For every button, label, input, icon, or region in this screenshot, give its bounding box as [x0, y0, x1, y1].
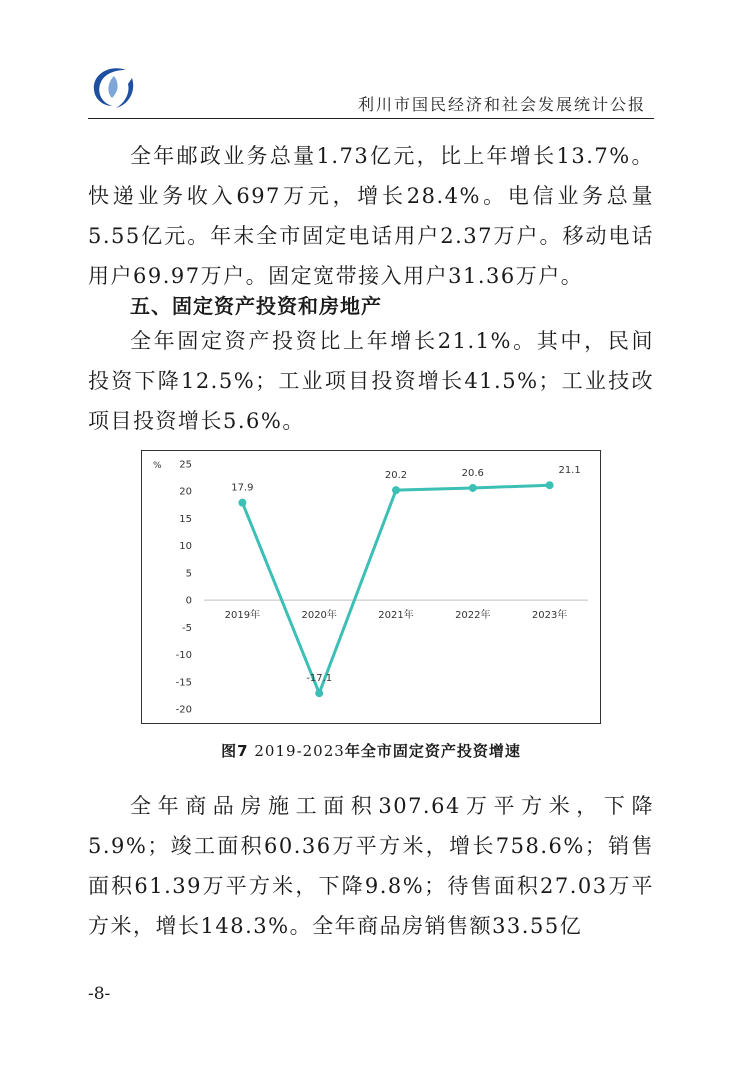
figure-year-range: 2019-2023: [254, 742, 345, 760]
data-point: [546, 481, 554, 489]
data-label: 20.6: [461, 467, 484, 479]
y-tick-label: 0: [185, 595, 192, 607]
paragraph-postal-telecom: 全年邮政业务总量1.73亿元，比上年增长13.7%。快递业务收入697万元，增长28.4%。电信业务总量5.55亿元。年末全市固定电话用户2.37万户。移动电话用户69.97万户。固定宽带接入用户31.36万户。: [88, 144, 654, 288]
data-label: 20.2: [384, 470, 408, 482]
statistics-bureau-logo-icon: [88, 62, 138, 112]
investment-growth-chart: [141, 450, 601, 724]
section-heading: 五、固定资产投资和房地产: [130, 294, 382, 318]
data-label: 17.9: [231, 482, 254, 494]
figure-caption: [0, 740, 742, 761]
y-tick-label: 25: [179, 459, 192, 471]
page-number: -8-: [88, 984, 111, 1004]
x-tick-label: 2023年: [531, 610, 568, 622]
data-point: [392, 486, 400, 494]
data-label: 21.1: [558, 465, 581, 477]
data-label: -17.1: [306, 673, 333, 685]
data-point: [238, 499, 246, 507]
x-tick-label: 2019年: [224, 610, 261, 622]
y-tick-label: 10: [179, 541, 192, 553]
y-tick-label: -5: [182, 622, 192, 634]
data-point: [469, 484, 477, 492]
y-tick-label: -15: [175, 677, 192, 689]
y-tick-label: 15: [179, 513, 192, 525]
y-tick-label: 20: [179, 486, 192, 498]
header-rule: [88, 118, 654, 119]
paragraph-investment: 全年固定资产投资比上年增长21.1%。其中，民间投资下降12.5%；工业项目投资增长41.5%；工业技改项目投资增长5.6%。: [88, 329, 654, 433]
y-tick-label: -10: [175, 650, 192, 662]
y-axis-unit-label: %: [153, 461, 162, 471]
x-tick-label: 2022年: [455, 610, 491, 622]
figure-title: 年全市固定资产投资增速: [344, 742, 521, 760]
y-tick-label: 5: [185, 568, 192, 580]
data-point: [315, 689, 323, 697]
figure-label: 图7: [221, 742, 249, 760]
header-title: 利川市国民经济和社会发展统计公报: [357, 95, 646, 114]
series-line: [242, 485, 549, 693]
x-tick-label: 2020年: [301, 610, 337, 622]
y-tick-label: -20: [175, 704, 192, 716]
x-tick-label: 2021年: [378, 610, 414, 622]
chart-svg: [142, 451, 600, 723]
paragraph-real-estate: 全年商品房施工面积307.64万平方米，下降5.9%；竣工面积60.36万平方米，增长758.6%；销售面积61.39万平方米，下降9.8%；待售面积27.03万平方米，增长148.3%。全年商品房销售额33.55亿: [88, 794, 654, 938]
